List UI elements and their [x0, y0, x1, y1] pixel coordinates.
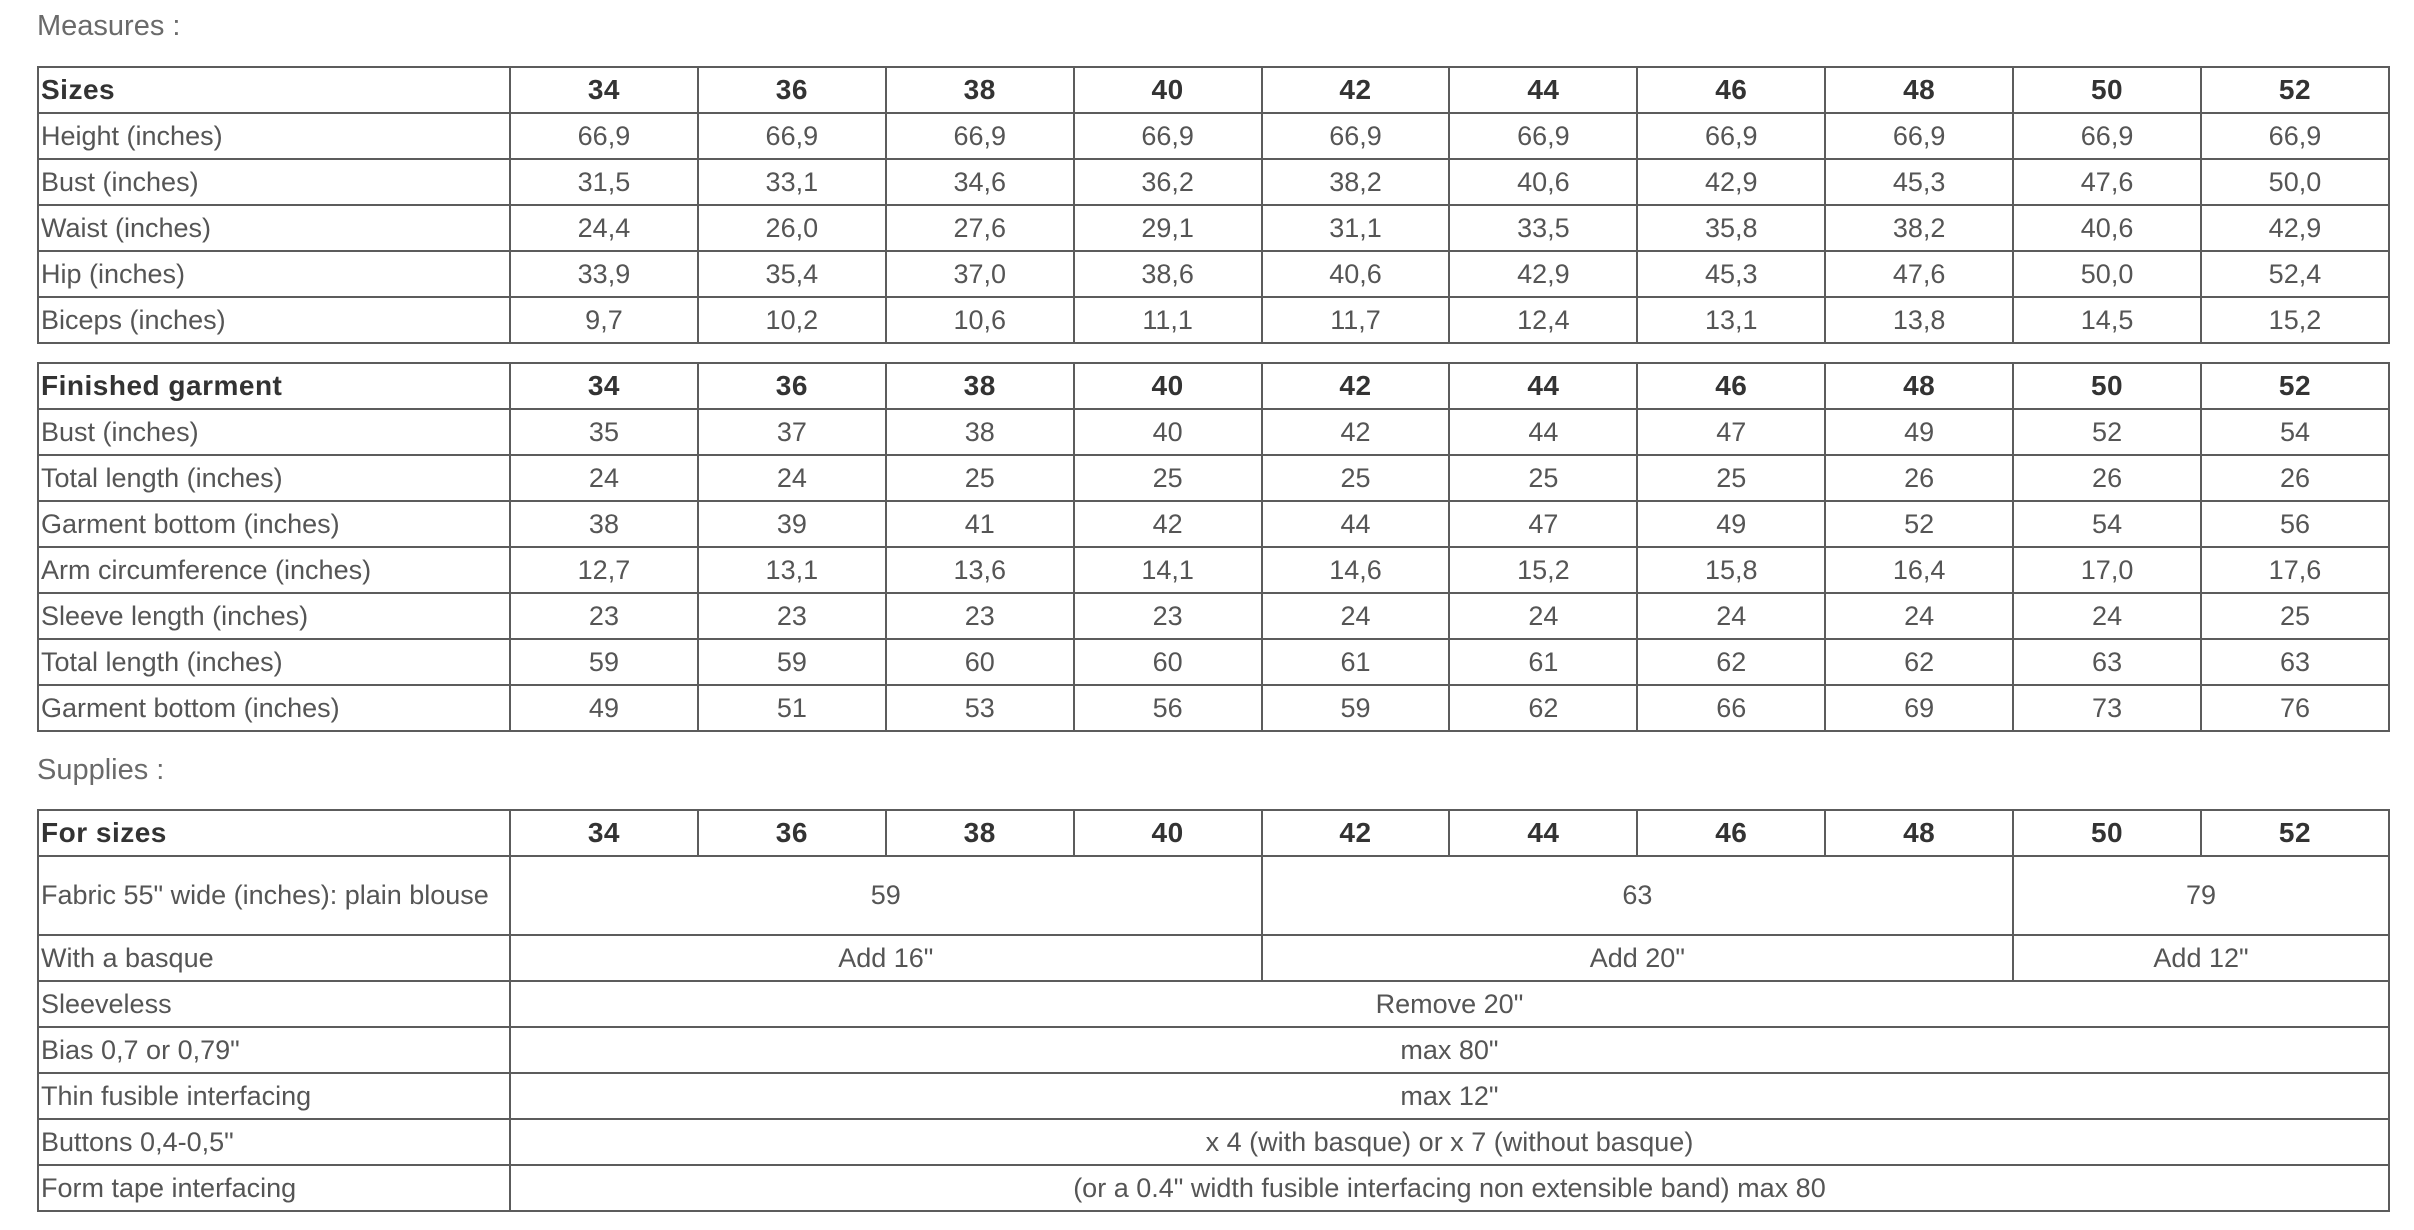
size-header-cell: 48 [1825, 363, 2013, 409]
table-cell: 73 [2013, 685, 2201, 731]
size-header-cell: 48 [1825, 810, 2013, 856]
table-cell: 66,9 [510, 113, 698, 159]
table-cell: 24 [698, 455, 886, 501]
table-cell: 40 [1074, 409, 1262, 455]
table-cell: 66,9 [1449, 113, 1637, 159]
table-cell: 66 [1637, 685, 1825, 731]
supplies-title: Supplies : [37, 754, 165, 786]
table-cell: 37 [698, 409, 886, 455]
row-label: Waist (inches) [38, 205, 510, 251]
size-header-cell: 42 [1262, 67, 1450, 113]
table-cell: 14,5 [2013, 297, 2201, 343]
table-cell: 59 [510, 856, 1262, 935]
table-cell: 35 [510, 409, 698, 455]
table-cell: 42,9 [1449, 251, 1637, 297]
row-label: Arm circumference (inches) [38, 547, 510, 593]
size-header-cell: 50 [2013, 67, 2201, 113]
table-cell: 13,8 [1825, 297, 2013, 343]
table-cell: Add 20" [1262, 935, 2014, 981]
table-cell: 11,7 [1262, 297, 1450, 343]
table-cell: x 4 (with basque) or x 7 (without basque) [510, 1119, 2389, 1165]
sizes-table [37, 66, 2390, 344]
table-cell: 37,0 [886, 251, 1074, 297]
table-row [38, 593, 2389, 639]
table-cell: Add 12" [2013, 935, 2389, 981]
table-cell: 47 [1449, 501, 1637, 547]
size-header-cell: 38 [886, 363, 1074, 409]
row-label: With a basque [38, 935, 510, 981]
row-label: Buttons 0,4-0,5" [38, 1119, 510, 1165]
table-cell: 59 [698, 639, 886, 685]
table-cell: 15,8 [1637, 547, 1825, 593]
size-header-cell: 46 [1637, 810, 1825, 856]
table-cell: 54 [2013, 501, 2201, 547]
table-cell: 13,6 [886, 547, 1074, 593]
supplies-header-row [38, 810, 2389, 856]
supplies-header-label: For sizes [38, 810, 510, 856]
interfacing-row [38, 1073, 2389, 1119]
table-cell: 66,9 [698, 113, 886, 159]
table-header-label: Sizes [38, 67, 510, 113]
table-cell: 23 [1074, 593, 1262, 639]
form-tape-row [38, 1165, 2389, 1211]
table-cell: 31,1 [1262, 205, 1450, 251]
table-cell: 38,2 [1825, 205, 2013, 251]
table-cell: 17,6 [2201, 547, 2389, 593]
size-header-cell: 38 [886, 810, 1074, 856]
size-header-cell: 36 [698, 363, 886, 409]
table-cell: 59 [1262, 685, 1450, 731]
row-label: Biceps (inches) [38, 297, 510, 343]
table-cell: max 12" [510, 1073, 2389, 1119]
table-cell: 49 [510, 685, 698, 731]
row-label: Bust (inches) [38, 409, 510, 455]
table-cell: 24,4 [510, 205, 698, 251]
table-cell: 66,9 [2013, 113, 2201, 159]
table-cell: 42,9 [2201, 205, 2389, 251]
table-cell: 51 [698, 685, 886, 731]
size-header-cell: 52 [2201, 363, 2389, 409]
supplies-table [37, 809, 2390, 1212]
table-cell: 42 [1262, 409, 1450, 455]
table-row [38, 251, 2389, 297]
size-header-cell: 44 [1449, 363, 1637, 409]
table-cell: 35,4 [698, 251, 886, 297]
table-cell: 15,2 [1449, 547, 1637, 593]
table-cell: 23 [510, 593, 698, 639]
table-cell: 44 [1262, 501, 1450, 547]
table-cell: 23 [698, 593, 886, 639]
table-row [38, 455, 2389, 501]
table-cell: 40,6 [1262, 251, 1450, 297]
table-cell: 24 [2013, 593, 2201, 639]
table-cell: 33,1 [698, 159, 886, 205]
size-header-cell: 52 [2201, 67, 2389, 113]
table-cell: 24 [1825, 593, 2013, 639]
row-label: Garment bottom (inches) [38, 501, 510, 547]
table-cell: 12,7 [510, 547, 698, 593]
table-cell: 42 [1074, 501, 1262, 547]
size-header-cell: 38 [886, 67, 1074, 113]
size-header-cell: 48 [1825, 67, 2013, 113]
table-cell: 45,3 [1825, 159, 2013, 205]
table-cell: 47 [1637, 409, 1825, 455]
table-cell: 35,8 [1637, 205, 1825, 251]
table-cell: 39 [698, 501, 886, 547]
size-header-cell: 36 [698, 810, 886, 856]
table-cell: 53 [886, 685, 1074, 731]
table-cell: 61 [1449, 639, 1637, 685]
table-cell: 66,9 [886, 113, 1074, 159]
table-cell: 24 [1449, 593, 1637, 639]
size-header-cell: 46 [1637, 67, 1825, 113]
table-cell: 60 [1074, 639, 1262, 685]
table-cell: 42,9 [1637, 159, 1825, 205]
size-header-cell: 40 [1074, 363, 1262, 409]
table-cell: 50,0 [2201, 159, 2389, 205]
row-label: Thin fusible interfacing [38, 1073, 510, 1119]
table-cell: 11,1 [1074, 297, 1262, 343]
table-cell: 63 [2201, 639, 2389, 685]
table-cell: 29,1 [1074, 205, 1262, 251]
size-header-cell: 40 [1074, 810, 1262, 856]
table-cell: 60 [886, 639, 1074, 685]
size-header-cell: 44 [1449, 67, 1637, 113]
table-cell: Add 16" [510, 935, 1262, 981]
row-label: Fabric 55" wide (inches): plain blouse [38, 856, 510, 935]
table-cell: 24 [510, 455, 698, 501]
row-label: Garment bottom (inches) [38, 685, 510, 731]
table-cell: 13,1 [1637, 297, 1825, 343]
table-row [38, 639, 2389, 685]
table-cell: 24 [1262, 593, 1450, 639]
row-label: Bust (inches) [38, 159, 510, 205]
size-header-cell: 52 [2201, 810, 2389, 856]
table-cell: 25 [2201, 593, 2389, 639]
table-cell: 9,7 [510, 297, 698, 343]
table-cell: 45,3 [1637, 251, 1825, 297]
table-cell: 66,9 [2201, 113, 2389, 159]
table-cell: 59 [510, 639, 698, 685]
table-cell: 40,6 [2013, 205, 2201, 251]
table-header-label: Finished garment [38, 363, 510, 409]
basque-row [38, 935, 2389, 981]
table-cell: 62 [1825, 639, 2013, 685]
table-cell: 40,6 [1449, 159, 1637, 205]
bias-row [38, 1027, 2389, 1073]
table-cell: 13,1 [698, 547, 886, 593]
table-cell: 79 [2013, 856, 2389, 935]
row-label: Height (inches) [38, 113, 510, 159]
table-row [38, 547, 2389, 593]
table-cell: 33,5 [1449, 205, 1637, 251]
table-cell: 14,6 [1262, 547, 1450, 593]
table-cell: 52 [2013, 409, 2201, 455]
table-cell: 24 [1637, 593, 1825, 639]
row-label: Sleeveless [38, 981, 510, 1027]
size-header-cell: 34 [510, 810, 698, 856]
table-cell: 10,6 [886, 297, 1074, 343]
table-cell: 15,2 [2201, 297, 2389, 343]
row-label: Form tape interfacing [38, 1165, 510, 1211]
buttons-row [38, 1119, 2389, 1165]
row-label: Total length (inches) [38, 639, 510, 685]
table-cell: 56 [2201, 501, 2389, 547]
table-cell: 25 [1262, 455, 1450, 501]
table-cell: 61 [1262, 639, 1450, 685]
table-cell: 56 [1074, 685, 1262, 731]
table-cell: 41 [886, 501, 1074, 547]
table-cell: 63 [1262, 856, 2014, 935]
table-cell: 66,9 [1825, 113, 2013, 159]
table-cell: 16,4 [1825, 547, 2013, 593]
size-header-cell: 40 [1074, 67, 1262, 113]
table-row [38, 205, 2389, 251]
table-row [38, 685, 2389, 731]
size-header-cell: 44 [1449, 810, 1637, 856]
table-cell: 26 [2201, 455, 2389, 501]
table-cell: 44 [1449, 409, 1637, 455]
table-cell: 25 [1074, 455, 1262, 501]
table-cell: 49 [1637, 501, 1825, 547]
table-cell: 36,2 [1074, 159, 1262, 205]
size-header-cell: 42 [1262, 363, 1450, 409]
table-cell: 54 [2201, 409, 2389, 455]
table-cell: 12,4 [1449, 297, 1637, 343]
measures-title: Measures : [37, 10, 181, 42]
size-header-cell: 34 [510, 67, 698, 113]
size-header-cell: 36 [698, 67, 886, 113]
table-cell: 17,0 [2013, 547, 2201, 593]
size-header-cell: 46 [1637, 363, 1825, 409]
size-header-cell: 50 [2013, 810, 2201, 856]
row-label: Sleeve length (inches) [38, 593, 510, 639]
fabric-row [38, 856, 2389, 935]
sizes-table-header-row [38, 67, 2389, 113]
table-cell: max 80" [510, 1027, 2389, 1073]
table-row [38, 159, 2389, 205]
table-cell: 38,6 [1074, 251, 1262, 297]
table-cell: 26 [1825, 455, 2013, 501]
table-cell: 14,1 [1074, 547, 1262, 593]
finished-garment-table [37, 362, 2390, 732]
table-cell: (or a 0.4" width fusible interfacing non extensible band) max 80 [510, 1165, 2389, 1211]
table-cell: 69 [1825, 685, 2013, 731]
table-row [38, 297, 2389, 343]
table-cell: 23 [886, 593, 1074, 639]
table-row [38, 409, 2389, 455]
table-cell: 34,6 [886, 159, 1074, 205]
row-label: Bias 0,7 or 0,79" [38, 1027, 510, 1073]
table-cell: 38 [886, 409, 1074, 455]
table-cell: 66,9 [1262, 113, 1450, 159]
table-cell: 76 [2201, 685, 2389, 731]
table-cell: 62 [1637, 639, 1825, 685]
table-cell: 62 [1449, 685, 1637, 731]
size-header-cell: 34 [510, 363, 698, 409]
table-cell: 47,6 [2013, 159, 2201, 205]
table-cell: 63 [2013, 639, 2201, 685]
table-cell: 10,2 [698, 297, 886, 343]
table-cell: 26,0 [698, 205, 886, 251]
table-cell: 52,4 [2201, 251, 2389, 297]
table-cell: Remove 20" [510, 981, 2389, 1027]
table-cell: 25 [1449, 455, 1637, 501]
table-cell: 50,0 [2013, 251, 2201, 297]
table-cell: 47,6 [1825, 251, 2013, 297]
table-cell: 31,5 [510, 159, 698, 205]
table-cell: 66,9 [1074, 113, 1262, 159]
table-cell: 38,2 [1262, 159, 1450, 205]
table-cell: 33,9 [510, 251, 698, 297]
size-header-cell: 50 [2013, 363, 2201, 409]
table-cell: 66,9 [1637, 113, 1825, 159]
table-cell: 49 [1825, 409, 2013, 455]
table-cell: 27,6 [886, 205, 1074, 251]
row-label: Hip (inches) [38, 251, 510, 297]
size-header-cell: 42 [1262, 810, 1450, 856]
table-cell: 26 [2013, 455, 2201, 501]
sleeveless-row [38, 981, 2389, 1027]
finished-table-header-row [38, 363, 2389, 409]
table-cell: 25 [886, 455, 1074, 501]
row-label: Total length (inches) [38, 455, 510, 501]
table-cell: 38 [510, 501, 698, 547]
table-cell: 25 [1637, 455, 1825, 501]
table-cell: 52 [1825, 501, 2013, 547]
table-row [38, 501, 2389, 547]
table-row [38, 113, 2389, 159]
